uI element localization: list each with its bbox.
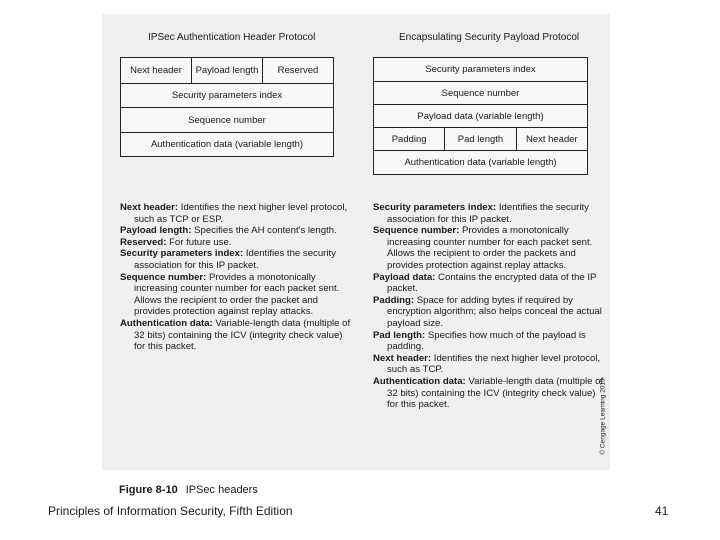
description-term: Padding: <box>373 294 415 306</box>
esp-field-descriptions <box>373 202 605 411</box>
description-text: Variable-length data (multiple of 32 bits) containing the ICV (integrity check value) for this packet. <box>134 317 351 353</box>
esp-table-row <box>374 127 587 151</box>
description-text: Identifies the next higher level protocol, such as TCP or ESP. <box>134 202 348 225</box>
esp-title: Encapsulating Security Payload Protocol <box>399 32 580 43</box>
description-text: Provides a monotonically increasing counter number for each packet sent. Allows the recipient to order the packets and provides protection against replay attacks. <box>387 225 593 271</box>
esp-field-cell: Padding <box>391 134 427 145</box>
description-term: Security parameters index: <box>120 248 244 260</box>
ah-header-table <box>120 57 334 157</box>
figure-number: Figure 8-10 <box>119 484 178 496</box>
description-text: Specifies how much of the payload is padding. <box>387 329 586 353</box>
esp-table-row <box>374 58 587 81</box>
esp-field-cell: Authentication data (variable length) <box>404 157 557 168</box>
description-text: Space for adding bytes if required by encryption algorithm; also helps conceal the actual payload size. <box>387 294 602 329</box>
ah-field-cell: Security parameters index <box>171 90 283 102</box>
description-text: Contains the encrypted data of the IP packet. <box>387 271 597 295</box>
esp-description-item <box>373 225 605 271</box>
figure <box>102 14 610 470</box>
esp-description-item <box>373 295 605 330</box>
ah-field-cell: Authentication data (variable length) <box>150 139 304 151</box>
ah-title: IPSec Authentication Header Protocol <box>148 32 316 43</box>
ah-field-cell: Payload length <box>191 58 262 83</box>
esp-description-item <box>373 376 605 411</box>
esp-field-cell: Security parameters index <box>425 64 536 75</box>
description-text: Variable-length data (multiple of 32 bits) containing the ICV (integrity check value) for this packet. <box>387 375 604 411</box>
ah-field-descriptions <box>120 202 352 353</box>
ah-description-item <box>120 202 352 225</box>
description-term: Authentication data: <box>120 317 213 329</box>
ah-description-item <box>120 318 352 353</box>
footer-page-number: 41 <box>655 504 669 518</box>
esp-description-item <box>373 330 605 353</box>
footer-book-title: Principles of Information Security, Fifth Edition <box>48 504 293 518</box>
esp-description-item <box>373 272 605 295</box>
ah-description-item <box>120 225 352 237</box>
description-text: Identifies the security association for this IP packet. <box>134 248 336 271</box>
description-term: Payload length: <box>120 225 192 237</box>
description-term: Sequence number: <box>373 225 460 237</box>
ah-table-row <box>121 83 333 109</box>
esp-description-item <box>373 202 605 225</box>
description-text: Identifies the security association for this IP packet. <box>387 202 589 225</box>
esp-table-row <box>374 104 587 128</box>
description-text: Specifies the AH content's length. <box>191 225 337 237</box>
esp-field-cell: Pad length <box>444 128 515 151</box>
esp-table-row <box>374 81 587 105</box>
esp-field-cell: Next header <box>516 128 587 151</box>
ah-table-row <box>121 107 333 133</box>
description-term: Next header: <box>120 202 179 213</box>
ah-description-item <box>120 272 352 318</box>
description-term: Reserved: <box>120 236 167 248</box>
ah-description-item <box>120 237 352 249</box>
description-text: Provides a monotonically increasing counter number for each packet sent. Allows the recipient to order the packet and provides protection against replay attacks. <box>134 271 340 318</box>
ah-field-cell: Sequence number <box>188 114 266 126</box>
figure-caption <box>119 484 258 496</box>
description-term: Security parameters index: <box>373 202 497 213</box>
esp-field-cell: Payload data (variable length) <box>417 111 544 122</box>
esp-field-cell: Sequence number <box>441 88 520 99</box>
description-term: Sequence number: <box>120 271 207 283</box>
ah-field-cell: Next header <box>130 64 182 76</box>
description-term: Pad length: <box>373 329 426 341</box>
ah-table-row <box>121 58 333 83</box>
ah-description-item <box>120 248 352 271</box>
copyright-notice: © Cengage Learning 2015 <box>599 378 607 455</box>
description-text: For future use. <box>166 236 232 248</box>
description-text: Identifies the next higher level protocol, such as TCP. <box>387 352 601 376</box>
figure-title: IPSec headers <box>185 484 258 496</box>
description-term: Next header: <box>373 352 432 364</box>
description-term: Payload data: <box>373 271 436 283</box>
description-term: Authentication data: <box>373 375 466 387</box>
esp-table-row <box>374 150 587 174</box>
ah-table-row <box>121 132 333 158</box>
esp-header-table <box>373 57 588 175</box>
ah-field-cell: Reserved <box>262 58 333 83</box>
esp-description-item <box>373 353 605 376</box>
